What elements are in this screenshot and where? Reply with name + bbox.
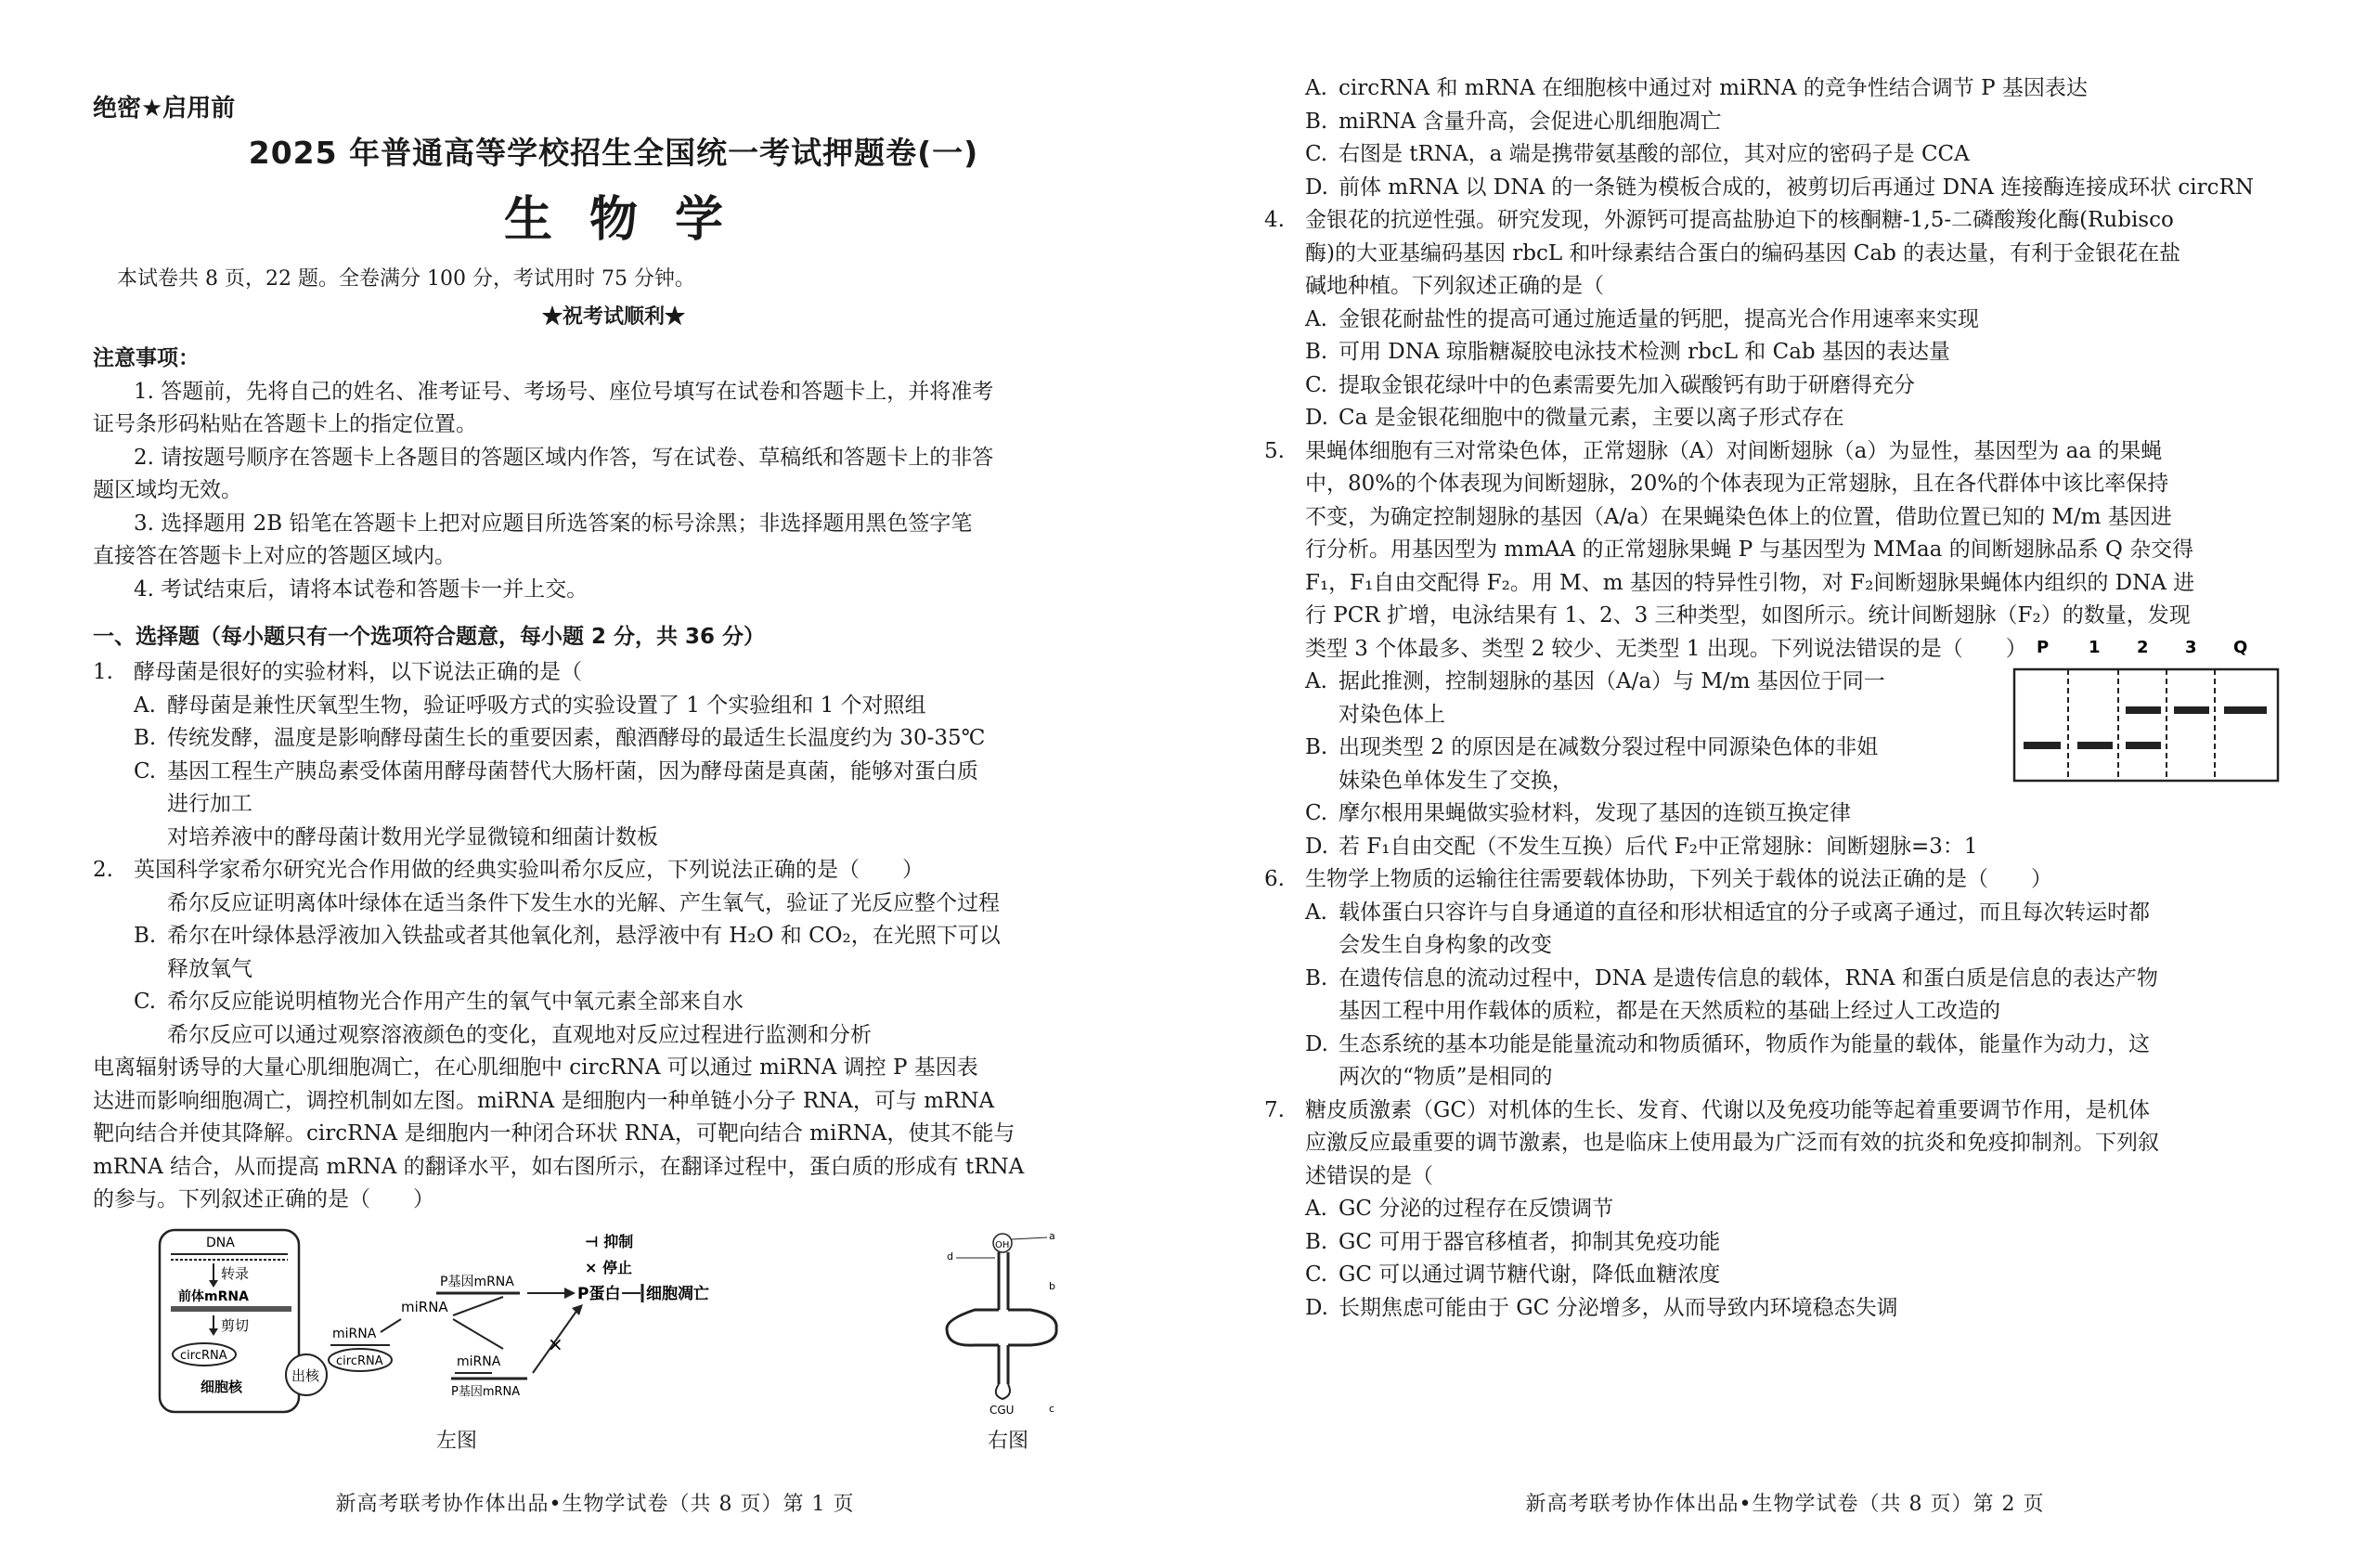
option-d: 对培养液中的酵母菌计数用光学显微镜和细菌计数板	[167, 824, 658, 849]
option-b: B. 传统发酵，温度是影响酵母菌生长的重要因素，酿酒酵母的最适生长温度约为 30-35℃	[134, 726, 986, 750]
question-4-stem: 4. 金银花的抗逆性强。研究发现，外源钙可提高盐胁迫下的核酮糖-1,5-二磷酸羧化酶(Rubisco	[1264, 208, 2174, 232]
option-a: A. GC 分泌的过程存在反馈调节	[1305, 1197, 1614, 1221]
subject-title: 生物学	[503, 192, 760, 248]
question-3-stem: 的参与。下列叙述正确的是（ ）	[93, 1187, 434, 1211]
option-c: 基因工程中用作载体的质粒，都是在天然质粒的基础上经过人工改造的	[1339, 999, 2000, 1023]
page-2	[1190, 0, 2380, 1541]
question-6-stem: 6. 生物学上物质的运输往往需要载体协助，下列关于载体的说法正确的是（ ）	[1264, 867, 2052, 891]
question-4-stem: 碱地种植。下列叙述正确的是（	[1305, 274, 1604, 298]
question-4-stem: 酶)的大亚基编码基因 rbcL 和叶绿素结合蛋白的编码基因 Cab 的表达量，有利于金银花在盐	[1305, 240, 2181, 265]
option-b-cont: 释放氧气	[167, 956, 252, 981]
gel-band	[2126, 742, 2161, 749]
trna-diagram	[910, 1226, 1095, 1421]
question-5-stem: 类型 3 个体最多、类型 2 较少、无类型 1 出现。下列说法错误的是（ ）	[1305, 636, 2027, 661]
option-c: C. 摩尔根用果蝇做实验材料，发现了基因的连锁互换定律	[1305, 801, 1851, 825]
question-3-stem: mRNA 结合，从而提高 mRNA 的翻译水平，如右图所示，在翻译过程中，蛋白质的形成有 tRNA	[93, 1154, 1025, 1179]
option-c: C. 提取金银花绿叶中的色素需要先加入碳酸钙有助于研磨得充分	[1305, 372, 1915, 397]
right-figure-caption: 右图	[988, 1429, 1029, 1453]
apoptosis-label: 细胞凋亡	[646, 1284, 709, 1303]
gel-lane-label: 1	[2089, 637, 2101, 657]
question-5-stem: 行 PCR 扩增，电泳结果有 1、2、3 三种类型，如图所示。统计间断翅脉（F₂）的数量，发现	[1305, 603, 2191, 628]
option-b: B. 出现类型 2 的原因是在减数分裂过程中同源染色体的非姐	[1305, 735, 1879, 759]
question-5	[1264, 435, 2343, 864]
question-3-figures	[93, 1226, 1134, 1458]
option-a: A. 载体蛋白只容许与自身通道的直径和形状相适宜的分子或离子通过，而且每次转运时都	[1305, 900, 2150, 925]
question-5-stem: 行分析。用基因型为 mmAA 的正常翅脉果蝇 P 与基因型为 MMaa 的间断翅脉品系 Q 杂交得	[1305, 537, 2194, 562]
option-c: C. 基因工程生产胰岛素受体菌用酵母菌替代大肠杆菌，因为酵母菌是真菌，能够对蛋白质	[134, 758, 978, 783]
transcribe-label: 转录	[221, 1264, 250, 1282]
notice-line: 4. 考试结束后，请将本试卷和答题卡一并上交。	[134, 576, 589, 602]
pmrna-label-2: P基因mRNA	[451, 1384, 521, 1399]
circrna-label-2: circRNA	[336, 1353, 383, 1368]
notice-line: 2. 请按题号顺序在答题卡上各题目的答题区域内作答，写在试卷、草稿纸和答题卡上的非答	[134, 445, 994, 470]
regulation-diagram	[158, 1226, 826, 1421]
question-1-stem: 1. 酵母菌是很好的实验材料，以下说法正确的是（	[93, 656, 1134, 690]
page-footer: 新高考联考协作体出品•生物学试卷（共 8 页）第 1 页	[335, 1493, 855, 1516]
option-a-cont: 对染色体上	[1339, 702, 1445, 727]
good-luck-banner: ★祝考试顺利★	[541, 304, 685, 329]
question-number: 1.	[93, 660, 113, 684]
option-a: A. circRNA 和 mRNA 在细胞核中通过对 miRNA 的竞争性结合调节 P 基因表达	[1305, 76, 2088, 100]
exam-title: 2025 年普通高等学校招生全国统一考试押题卷(一)	[248, 135, 979, 171]
question-5-stem: 5. 果蝇体细胞有三对常染色体，正常翅脉（A）对间断翅脉（a）为显性，基因型为 aa 的果蝇	[1264, 438, 2163, 463]
trna-d-label: d	[947, 1250, 953, 1263]
option-a: A. 金银花耐盐性的提高可通过施适量的钙肥，提高光合作用速率来实现	[1305, 306, 1979, 331]
question-5-stem: 不变，为确定控制翅脉的基因（A/a）在果蝇染色体上的位置，借助位置已知的 M/m 基因进	[1305, 504, 2172, 529]
option-d: D. 长期焦虑可能由于 GC 分泌增多，从而导致内环境稳态失调	[1305, 1295, 1898, 1320]
confidential-mark: 绝密★启用前	[93, 95, 236, 123]
gel-band	[2174, 706, 2209, 714]
option-c-cont: 进行加工	[167, 792, 252, 816]
page-footer: 新高考联考协作体出品•生物学试卷（共 8 页）第 2 页	[1525, 1493, 2045, 1516]
option-d: D. 若 F₁自由交配（不发生互换）后代 F₂中正常翅脉：间断翅脉=3：1	[1305, 834, 1978, 859]
option-d: D. 生态系统的基本功能是能量流动和物质循环，物质作为能量的载体，能量作为动力，这	[1305, 1031, 2150, 1056]
legend-inhibit: ⊣ 抑制	[585, 1232, 634, 1250]
notice-line: 直接答在答题卡上对应的答题区域内。	[93, 544, 456, 568]
nucleus-label: 细胞核	[200, 1378, 243, 1395]
exam-intro: 本试卷共 8 页，22 题。全卷满分 100 分，考试用时 75 分钟。	[117, 267, 695, 291]
mirna-label-3: miRNA	[457, 1353, 501, 1369]
notice-line: 3. 选择题用 2B 铅笔在答题卡上把对应题目所选答案的标号涂黑；非选择题用黑色签字笔	[134, 511, 973, 536]
option-b: B. 可用 DNA 琼脂糖凝胶电泳技术检测 rbcL 和 Cab 基因的表达量	[1305, 340, 1950, 364]
question-number: 2.	[93, 858, 113, 882]
stop-mark: ×	[548, 1332, 563, 1355]
option-c: C. 右图是 tRNA，a 端是携带氨基酸的部位，其对应的密码子是 CCA	[1305, 142, 1970, 166]
section-heading: 一、选择题（每小题只有一个选项符合题意，每小题 2 分，共 36 分）	[93, 625, 766, 649]
gel-band	[2224, 706, 2267, 714]
option-c: C. GC 可以通过调节糖代谢，降低血糖浓度	[1305, 1263, 1721, 1287]
exit-label: 出核	[291, 1366, 320, 1384]
question-3-stem: 达进而影响细胞凋亡，调控机制如左图。miRNA 是细胞内一种单链小分子 RNA，可与 mRNA	[93, 1088, 995, 1113]
trna-a-label: a	[1049, 1229, 1055, 1242]
trna-c-label: c	[1049, 1402, 1055, 1415]
cut-label: 剪切	[221, 1316, 250, 1334]
option-b: B. 在遗传信息的流动过程中，DNA 是遗传信息的载体，RNA 和蛋白质是信息的表达产物	[1305, 965, 2158, 991]
gel-lane-label: 3	[2185, 637, 2197, 657]
gel-band	[2077, 742, 2113, 749]
option-c: C. 希尔反应能说明植物光合作用产生的氧气中氧元素全部来自水	[134, 990, 744, 1014]
option-a: A. 酵母菌是兼性厌氧型生物，验证呼吸方式的实验设置了 1 个实验组和 1 个对照组	[134, 693, 926, 718]
notice-line: 1. 答题前，先将自己的姓名、准考证号、考场号、座位号填写在试卷和答题卡上，并将准考	[134, 379, 994, 404]
option-d-cont: 两次的“物质”是相同的	[1339, 1065, 1553, 1089]
option-b: B. 希尔在叶绿体悬浮液加入铁盐或者其他氧化剂，悬浮液中有 H₂O 和 CO₂，在光照下可以	[134, 924, 1001, 948]
question-7-stem: 述错误的是（	[1305, 1163, 1433, 1188]
left-figure-caption: 左图	[436, 1429, 478, 1453]
question-5-stem: 中，80%的个体表现为间断翅脉，20%的个体表现为正常翅脉，且在各代群体中该比率保持	[1305, 472, 2169, 496]
pprotein-label: P蛋白	[577, 1284, 621, 1303]
premrna-label: 前体mRNA	[178, 1288, 249, 1304]
legend-stop: × 停止	[585, 1258, 632, 1276]
gel-band	[2126, 706, 2161, 714]
option-a-cont: 会发生自身构象的改变	[1339, 933, 1552, 957]
question-3-stem: 电离辐射诱导的大量心肌细胞凋亡，在心肌细胞中 circRNA 可以通过 miRNA 调控 P 基因表	[93, 1055, 978, 1080]
option-a: A. 据此推测，控制翅脉的基因（A/a）与 M/m 基因位于同一	[1305, 669, 1885, 693]
gel-lane-label: P	[2037, 637, 2050, 657]
electrophoresis-gel	[2009, 638, 2287, 786]
gel-band	[2024, 742, 2061, 749]
dna-label: DNA	[206, 1235, 235, 1250]
pmrna-label-1: P基因mRNA	[440, 1274, 514, 1289]
option-d: 希尔反应可以通过观察溶液颜色的变化，直观地对反应过程进行监测和分析	[167, 1022, 872, 1047]
gel-lane-label: Q	[2233, 637, 2248, 657]
option-d: D. 前体 mRNA 以 DNA 的一条链为模板合成的，被剪切后再通过 DNA 连接酶连接成环状 circRN	[1305, 175, 2254, 200]
question-7-stem: 应激反应最重要的调节激素，也是临床上使用最为广泛而有效的抗炎和免疫抑制剂。下列叙	[1305, 1131, 2159, 1155]
question-2-stem: 2. 英国科学家希尔研究光合作用做的经典实验叫希尔反应，下列说法正确的是（ ）	[93, 854, 1134, 887]
trna-b-label: b	[1049, 1279, 1055, 1292]
notice-line: 证号条形码粘贴在答题卡上的指定位置。	[93, 412, 477, 436]
question-7-stem: 7. 糖皮质激素（GC）对机体的生长、发育、代谢以及免疫功能等起着重要调节作用，是机体	[1264, 1097, 2150, 1122]
gel-lane-label: 2	[2137, 637, 2149, 657]
option-b: B. miRNA 含量升高，会促进心肌细胞凋亡	[1305, 109, 1722, 134]
option-b-cont: 妹染色单体发生了交换，	[1339, 768, 1573, 793]
question-3-stem: 靶向结合并使其降解。circRNA 是细胞内一种闭合环状 RNA，可靶向结合 miRNA，使其不能与	[93, 1121, 1015, 1146]
question-5-stem: F₁，F₁自由交配得 F₂。用 M、m 基因的特异性引物，对 F₂间断翅脉果蝇体内组织的 DNA 进	[1305, 570, 2195, 595]
circrna-label: circRNA	[180, 1348, 227, 1363]
mirna-label-1: miRNA	[332, 1326, 377, 1341]
option-a: 希尔反应证明离体叶绿体在适当条件下发生水的光解、产生氧气，验证了光反应整个过程	[167, 890, 1000, 915]
mirna-label-2: miRNA	[401, 1298, 448, 1315]
option-d: D. Ca 是金银花细胞中的微量元素，主要以离子形式存在	[1305, 406, 1844, 430]
notice-title: 注意事项：	[93, 346, 200, 370]
anticodon-label: CGU	[990, 1403, 1015, 1417]
trna-oh-label: OH	[995, 1239, 1010, 1250]
notice-line: 题区域均无效。	[93, 478, 242, 502]
option-b: B. GC 可用于器官移植者，抑制其免疫功能	[1305, 1229, 1721, 1254]
